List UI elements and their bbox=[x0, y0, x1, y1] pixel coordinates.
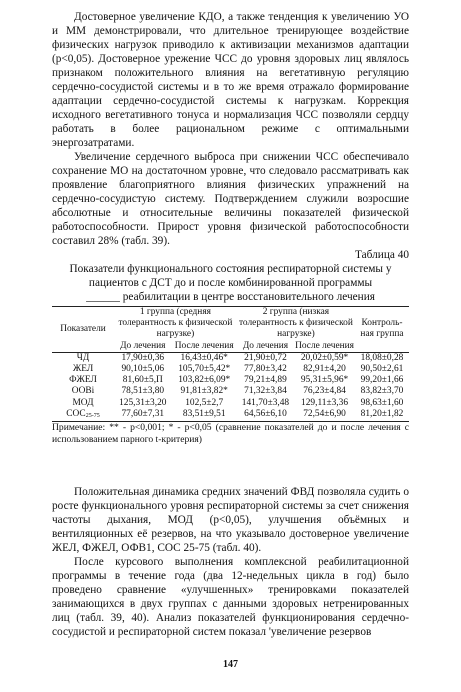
row-label: МОД bbox=[72, 397, 94, 408]
cell-g2-after: 72,54±6,90 bbox=[303, 409, 346, 420]
cell-g1-after: 16,43±0,46* bbox=[180, 352, 228, 363]
cell-g1-before: 78,51±3,80 bbox=[121, 386, 165, 397]
header-g2-after: После лечения bbox=[295, 340, 354, 351]
cell-g1-before: 125,31±3,20 bbox=[119, 397, 167, 408]
table-block bbox=[52, 306, 409, 445]
table-caption bbox=[52, 262, 409, 304]
cell-g1-before: 90,10±5,06 bbox=[121, 364, 165, 375]
cell-g1-before: 17,90±0,36 bbox=[121, 352, 165, 363]
table-row bbox=[52, 409, 409, 422]
caption-line-2: пациентов с ДСТ до и после комбинированной программы bbox=[88, 277, 373, 289]
cell-control: 99,20±1,66 bbox=[360, 375, 404, 386]
header-g1-before: До лечения bbox=[120, 340, 166, 351]
table-note: Примечание: ** - р<0,001; * - р<0,05 (сравнение показателей до и после лечения с использованием парного t-критерия) bbox=[52, 422, 409, 445]
cell-g2-before: 141,70±3,48 bbox=[241, 397, 290, 408]
cell-g1-after: 105,70±5,42* bbox=[178, 364, 231, 375]
paragraph-2: Увеличение сердечного выброса при снижении ЧСС обеспечивало сохранение МО на достаточном уровне, что следовало рассматривать как проявление благоприятного влияния физических упражнений на сердечно-сосудистую систему. Подтверждением служили возросшие абсолютные и относительные величины показателей физической работоспособности. Прирост уровня физической работоспособности составил 28% (табл. 39). bbox=[52, 151, 409, 247]
table-row bbox=[52, 398, 409, 409]
table-row bbox=[52, 352, 409, 364]
respiratory-table bbox=[52, 306, 409, 422]
page-number: 147 bbox=[223, 659, 238, 670]
cell-g1-after: 83,51±9,51 bbox=[182, 409, 226, 420]
cell-g1-after: 103,82±6,09* bbox=[178, 375, 231, 386]
row-label-subscript: 25-75 bbox=[85, 412, 100, 419]
paragraph-1: Достоверное увеличение КДО, а также тенденция к увеличению УО и ММ демонстрировали, что длительное тренирующее воздействие физических нагрузок приводило к активизации механизмов адаптации (р<0,05). Достоверное урежение ЧСС до уровня здоровых лиц являлось признаком положительного влияния на вегетативную регуляцию сердечно-сосудистой системы и в то же время отражало формирование адаптации сердечно-сосудистой системы к нагрузкам. Коррекция исходного вегетативного тонуса и нормализация ЧСС позволяли сердцу работать в более рациональном режиме с оптимальными энергозатратами. bbox=[52, 11, 409, 149]
row-label: ЖЕЛ bbox=[72, 364, 94, 375]
cell-g2-after: 20,02±0,59* bbox=[300, 352, 349, 363]
row-label-text: СОС bbox=[66, 408, 86, 419]
cell-control: 18,08±0,28 bbox=[360, 352, 404, 363]
header-control: Контроль-ная группа bbox=[360, 318, 404, 340]
cell-g2-after: 95,31±5,96* bbox=[300, 375, 349, 386]
cell-control: 90,50±2,61 bbox=[360, 364, 404, 375]
row-label: ЧД bbox=[76, 352, 90, 363]
row-label bbox=[52, 409, 114, 422]
row-label: ООВі bbox=[71, 386, 95, 397]
cell-control: 98,63±1,60 bbox=[360, 397, 404, 408]
cell-g1-before: 81,60±5,П bbox=[122, 375, 163, 386]
paragraph-3: Положительная динамика средних значений ФВД позволяла судить о росте функционального уровня респираторной системы за счет снижения частоты дыхания, МОД (р<0,05), улучшения объёмных и вентиляционных её резервов, на что указывало достоверное увеличение ЖЕЛ, ФЖЕЛ, ОФВ1, СОС 25-75 (табл. 40). bbox=[52, 486, 409, 554]
caption-line-1: Показатели функционального состояния респираторной системы у bbox=[69, 263, 392, 275]
cell-g1-before: 77,60±7,31 bbox=[121, 409, 165, 420]
row-label: ФЖЕЛ bbox=[69, 375, 97, 386]
cell-control: 81,20±1,82 bbox=[360, 409, 404, 420]
paragraph-4: После курсового выполнения комплексной реабилитационной программы в течение года (два 12-недельных цикла в год) было проведено сравнение «улучшенных» тренировками показателей занимающихся в двух группах с данными здоровых нетренированных лиц (табл. 39, 40). Анализ показателей функционирования сердечно-сосудистой и респираторной систем показал 'увеличение резервов bbox=[52, 556, 409, 638]
table-number: Таблица 40 bbox=[355, 249, 409, 261]
header-indicator: Показатели bbox=[60, 323, 106, 334]
cell-g2-before: 77,80±3,42 bbox=[244, 364, 287, 375]
header-g2-before: До лечения bbox=[242, 340, 289, 351]
header-group-1: 1 группа (средняя толерантность к физической нагрузке) bbox=[118, 307, 233, 340]
cell-g2-after: 129,11±3,36 bbox=[301, 397, 349, 408]
caption-line-3: ______ реабилитации в центре восстановительного лечения bbox=[86, 291, 375, 303]
cell-g2-after: 82,91±4,20 bbox=[303, 364, 346, 375]
cell-control: 83,82±3,70 bbox=[360, 386, 404, 397]
cell-g1-after: 102,5±2,7 bbox=[185, 397, 224, 408]
table-row bbox=[52, 364, 409, 375]
cell-g1-after: 91,81±3,82* bbox=[180, 386, 228, 397]
table-row bbox=[52, 375, 409, 386]
header-g1-after: После лечения bbox=[174, 340, 234, 351]
cell-g2-before: 71,32±3,84 bbox=[244, 386, 287, 397]
header-group-2: 2 группа (низкая толерантность к физической нагрузке) bbox=[238, 307, 353, 340]
intro-text bbox=[52, 10, 409, 262]
cell-g2-before: 64,56±6,10 bbox=[244, 409, 287, 420]
cell-g2-before: 79,21±4,89 bbox=[244, 375, 287, 386]
cell-g2-after: 76,23±4,84 bbox=[303, 386, 346, 397]
outro-text bbox=[52, 485, 409, 639]
cell-g2-before: 21,90±0,72 bbox=[244, 352, 287, 363]
table-row bbox=[52, 386, 409, 397]
